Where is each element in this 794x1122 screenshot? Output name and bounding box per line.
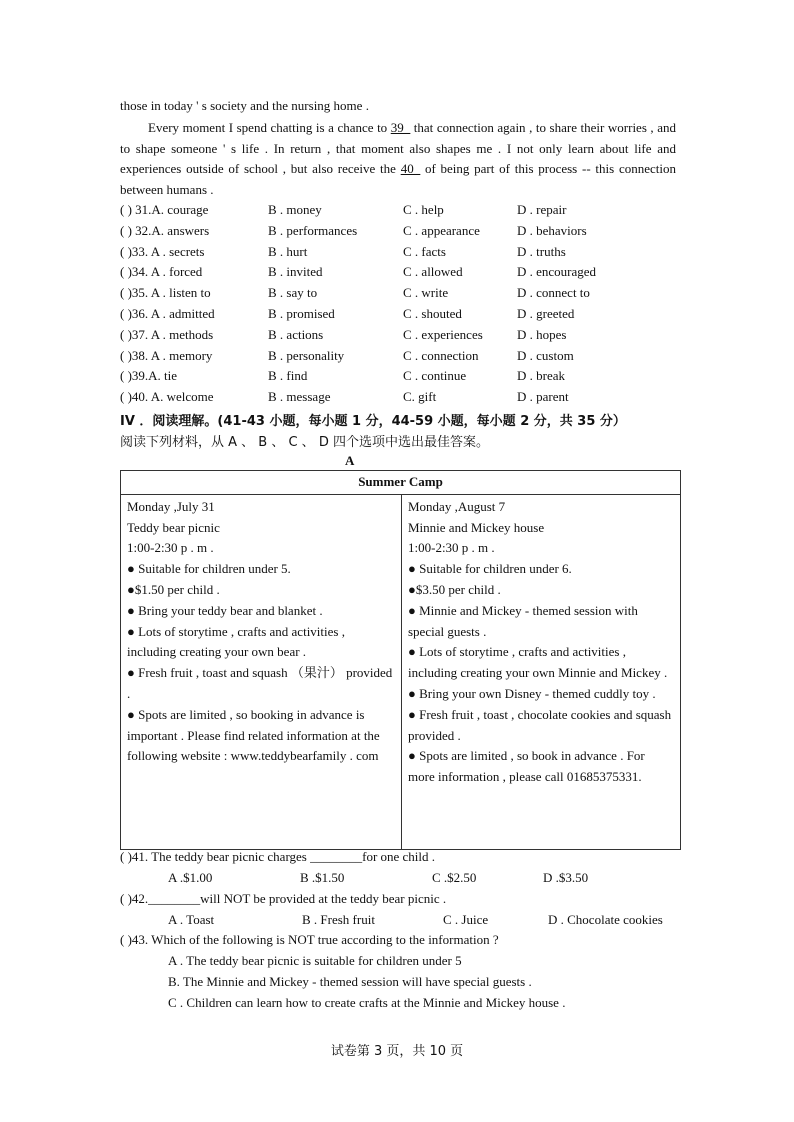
right-line: ● Lots of storytime , crafts and activities , including creating your own Minnie and Mickey .	[408, 644, 668, 681]
left-line: ● Bring your teddy bear and blanket .	[127, 602, 323, 618]
cloze-option-c: C . connection	[403, 347, 479, 363]
cloze-option-b: B . hurt	[268, 243, 308, 259]
left-line: Teddy bear picnic	[127, 519, 220, 535]
cloze-option-a: ( )40. A. welcome	[120, 389, 214, 405]
passage-paragraph	[120, 118, 676, 201]
q43-option-b: B. The Minnie and Mickey - themed session will have special guests .	[168, 974, 532, 989]
left-line: ●$1.50 per child .	[127, 581, 220, 597]
q42-option-b: B . Fresh fruit	[302, 912, 375, 927]
cloze-option-c: C . continue	[403, 368, 467, 384]
cloze-option-c: C . write	[403, 285, 449, 301]
camp-left-column	[121, 494, 402, 849]
cloze-option-a: ( )39.A. tie	[120, 368, 178, 384]
cloze-option-d: D . encouraged	[517, 264, 597, 280]
cloze-option-c: C . help	[403, 202, 444, 217]
q42-option-d: D . Chocolate cookies	[548, 912, 663, 927]
q42-option-c: C . Juice	[443, 912, 489, 927]
passage-text-1: Every moment I spend chatting is a chance to	[148, 120, 391, 135]
cloze-option-d: D . behaviors	[517, 222, 587, 238]
cloze-option-a: ( ) 32.A. answers	[120, 222, 210, 238]
section-title: IV ．阅读理解。(41-43 小题，每小题 1 分，44-59 小题，每小题 2 分，共 35 分）	[120, 414, 626, 429]
right-line: ● Fresh fruit , toast , chocolate cookies and squash provided .	[408, 706, 672, 743]
q43-option-c: C . Children can learn how to create crafts at the Minnie and Mickey house .	[168, 995, 566, 1010]
left-line: 1:00-2:30 p . m .	[127, 540, 214, 556]
left-line: ● Spots are limited , so booking in advance is important . Please find related information at the following website : www.teddybearfamily . com	[127, 706, 380, 764]
cloze-option-a: ( )34. A . forced	[120, 264, 203, 280]
cloze-option-c: C . appearance	[403, 222, 480, 238]
passage-top-line: those in today ' s society and the nursing home .	[120, 98, 369, 113]
right-line: ● Minnie and Mickey - themed session with special guests .	[408, 602, 638, 639]
right-line: ● Suitable for children under 6.	[408, 561, 572, 577]
table-title: Summer Camp	[121, 471, 681, 495]
q43-option-a: A . The teddy bear picnic is suitable for children under 5	[168, 953, 462, 968]
left-line: ● Lots of storytime , crafts and activities , including creating your own bear .	[127, 623, 345, 660]
cloze-option-a: ( )35. A . listen to	[120, 285, 211, 301]
q41-option-b: B .$1.50	[300, 870, 345, 885]
q42-option-a: A . Toast	[168, 912, 215, 927]
summer-camp-table	[120, 470, 681, 850]
cloze-option-d: D . hopes	[517, 326, 567, 342]
right-line: Minnie and Mickey house	[408, 519, 545, 535]
cloze-option-d: D . repair	[517, 202, 567, 217]
page-footer: 试卷第 3 页，共 10 页	[330, 1044, 464, 1059]
right-line: ●$3.50 per child .	[408, 581, 501, 597]
cloze-option-b: B . invited	[268, 264, 323, 280]
cloze-option-a: ( ) 31.A. courage	[120, 202, 209, 217]
question-41: ( )41. The teddy bear picnic charges ________for one child .	[120, 849, 436, 864]
question-42: ( )42.________will NOT be provided at the teddy bear picnic .	[120, 891, 447, 906]
cloze-option-b: B . find	[268, 368, 308, 384]
left-line: ● Suitable for children under 5.	[127, 561, 291, 577]
left-line: ● Fresh fruit , toast and squash （果汁） provided .	[127, 665, 393, 701]
cloze-option-a: ( )38. A . memory	[120, 347, 213, 363]
cloze-option-b: B . money	[268, 202, 322, 217]
cloze-option-c: C . facts	[403, 243, 446, 259]
q41-option-c: C .$2.50	[432, 870, 477, 885]
left-line: Monday ,July 31	[127, 498, 215, 514]
blank-40: 40_	[400, 161, 421, 177]
right-line: ● Spots are limited , so book in advance . For more information , please call 01685375331.	[408, 748, 645, 785]
cloze-option-d: D . connect to	[517, 285, 590, 301]
passage-text-2: that connection again , to share their worries , and to shape someone ' s life . In return , that moment also shapes me . I not only learn about life and experiences outside of school , but also receive the	[120, 120, 676, 177]
question-43: ( )43. Which of the following is NOT true according to the information ?	[120, 932, 499, 947]
cloze-option-c: C. gift	[403, 389, 437, 405]
cloze-option-a: ( )33. A . secrets	[120, 243, 205, 259]
cloze-option-d: D . custom	[517, 347, 574, 363]
cloze-option-d: D . greeted	[517, 306, 575, 321]
cloze-option-b: B . personality	[268, 347, 345, 363]
right-line: Monday ,August 7	[408, 498, 506, 514]
cloze-option-d: D . break	[517, 368, 566, 384]
cloze-option-a: ( )37. A . methods	[120, 326, 214, 342]
passage-text-3: of being part of this process -- this connection between humans .	[120, 161, 676, 198]
blank-39: 39_	[390, 120, 411, 135]
cloze-option-b: B . promised	[268, 306, 335, 321]
cloze-option-b: B . performances	[268, 222, 358, 238]
cloze-option-d: D . truths	[517, 243, 566, 259]
right-line: 1:00-2:30 p . m .	[408, 540, 495, 556]
cloze-option-b: B . say to	[268, 285, 318, 301]
cloze-option-b: B . message	[268, 389, 331, 405]
cloze-option-c: C . experiences	[403, 326, 483, 342]
cloze-option-a: ( )36. A . admitted	[120, 306, 215, 321]
cloze-option-b: B . actions	[268, 326, 324, 342]
passage-label: A	[345, 453, 355, 468]
camp-right-column	[402, 494, 681, 849]
cloze-option-c: C . shouted	[403, 306, 462, 321]
q41-option-d: D .$3.50	[543, 870, 589, 885]
right-line: ● Bring your own Disney - themed cuddly toy .	[408, 685, 656, 701]
q41-option-a: A .$1.00	[168, 870, 213, 885]
section-instruction: 阅读下列材料，从 A 、 B 、 C 、 D 四个选项中选出最佳答案。	[120, 435, 489, 450]
cloze-option-d: D . parent	[517, 389, 569, 405]
cloze-option-c: C . allowed	[403, 264, 463, 280]
